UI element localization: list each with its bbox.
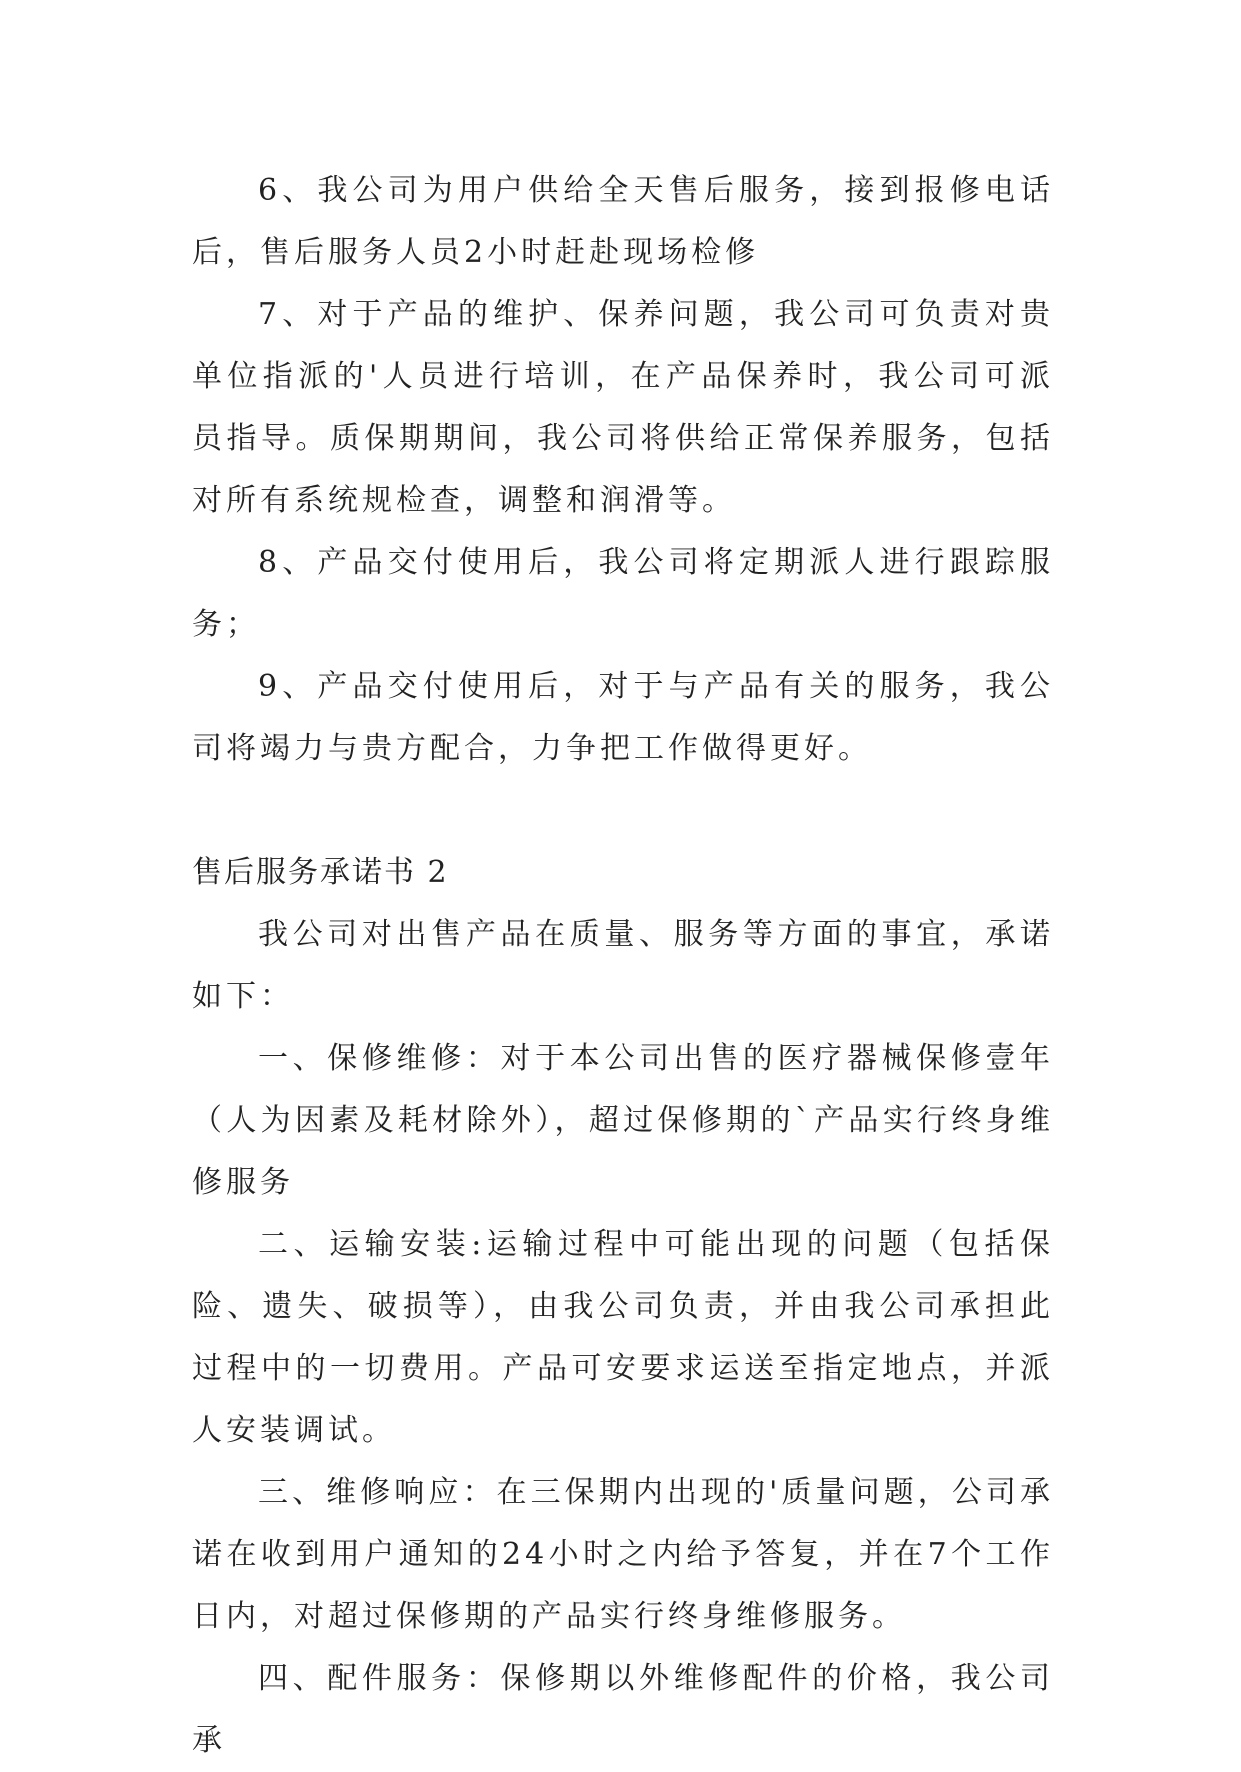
paragraph-repair-response: 三、维修响应：在三保期内出现的'质量问题，公司承诺在收到用户通知的24小时之内给予答复，并在7个工作日内，对超过保修期的产品实行终身维修服务。	[192, 1475, 1054, 1634]
paragraph-parts-service: 四、配件服务：保修期以外维修配件的价格，我公司承	[192, 1661, 1054, 1758]
paragraph-transport-install: 二、运输安装:运输过程中可能出现的问题（包括保险、遗失、破损等），由我公司负责，并由我公司承担此过程中的一切费用。产品可安要求运送至指定地点，并派人安装调试。	[192, 1227, 1054, 1448]
paragraph-7: 7、对于产品的维护、保养问题，我公司可负责对贵单位指派的'人员进行培训，在产品保养时，我公司可派员指导。质保期期间，我公司将供给正常保养服务，包括对所有系统规检查，调整和润滑等。	[192, 297, 1054, 518]
document-body	[192, 160, 1054, 1772]
paragraph-9: 9、产品交付使用后，对于与产品有关的服务，我公司将竭力与贵方配合，力争把工作做得更好。	[192, 669, 1054, 766]
paragraph-6: 6、我公司为用户供给全天售后服务，接到报修电话后，售后服务人员2小时赶赴现场检修	[192, 173, 1054, 270]
paragraph-warranty-repair: 一、保修维修：对于本公司出售的医疗器械保修壹年（人为因素及耗材除外），超过保修期的`产品实行终身维修服务	[192, 1041, 1054, 1200]
section-title: 售后服务承诺书 2	[192, 855, 449, 890]
paragraph-intro: 我公司对出售产品在质量、服务等方面的事宜，承诺如下：	[192, 917, 1054, 1014]
paragraph-8: 8、产品交付使用后，我公司将定期派人进行跟踪服务；	[192, 545, 1054, 642]
